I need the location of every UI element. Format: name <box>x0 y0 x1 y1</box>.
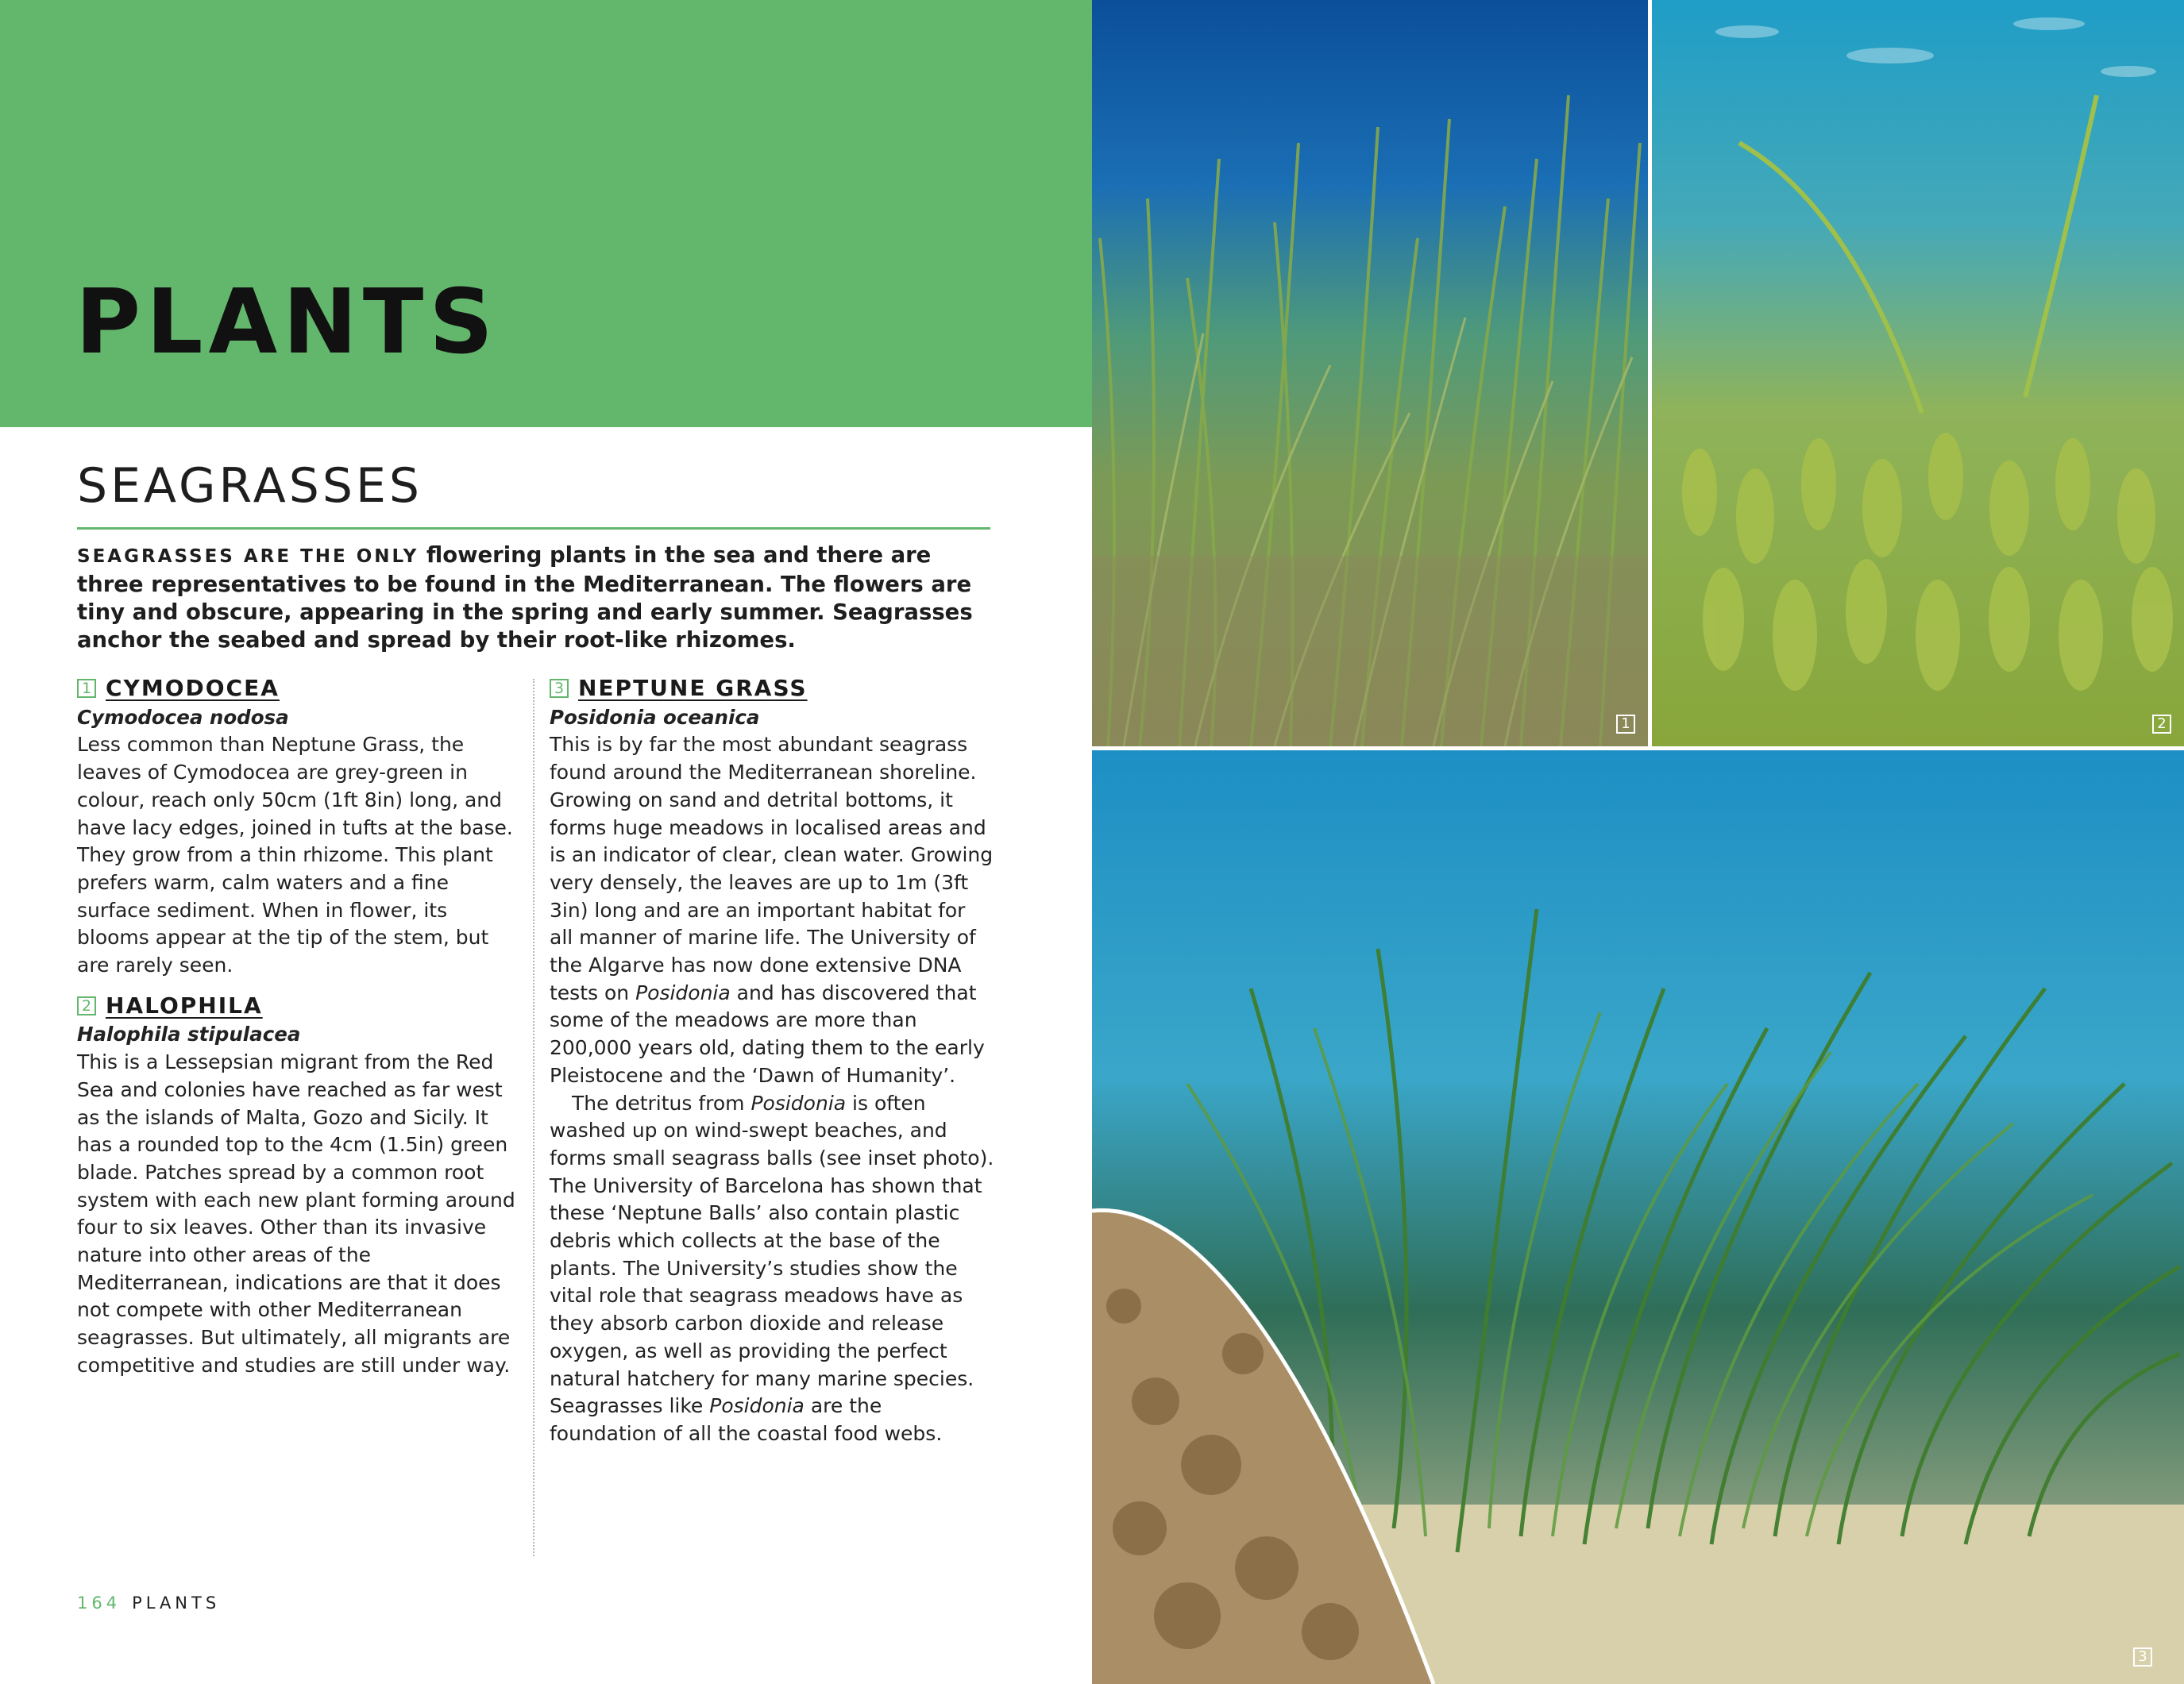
entry-scientific-name: Posidonia oceanica <box>550 705 760 729</box>
right-column <box>550 675 994 1448</box>
intro-lead: SEAGRASSES ARE THE ONLY <box>77 546 419 567</box>
chapter-header-band <box>0 0 1092 427</box>
photo-cymodocea-image <box>1092 0 1648 746</box>
entry-heading <box>550 675 994 703</box>
chapter-title: PLANTS <box>75 271 499 374</box>
entry-description: This is a Lessepsian migrant from the Red Sea and colonies have reached as far west as the islands of Malta, Gozo and Sicily. It has a rounded top to the 4cm (1.5in) green blade. Patches spread by a common root system with each new plant forming around four to six leaves. Other than its invasive nature into other areas of the Mediterranean, indications are that it does not compete with other Mediterranean seagrasses. But ultimately, all migrants are competitive and studies are still under way. <box>77 1050 515 1377</box>
entry-number-badge: 2 <box>77 996 96 1015</box>
right-page <box>1092 0 2184 1684</box>
intro-paragraph <box>77 541 998 654</box>
entry-number-badge: 3 <box>550 679 569 698</box>
photo-badge-2: 2 <box>2152 715 2171 734</box>
entry-description: Less common than Neptune Grass, the leaves of Cymodocea are grey-green in colour, reach only 50cm (1ft 8in) long, and have lacy edges, joined in tufts at the base. They grow from a thin rhizome. This plant prefers warm, calm waters and a fine surface sediment. When in flower, its blooms appear at the tip of the stem, but are rarely seen. <box>77 733 513 977</box>
entry-heading <box>77 675 522 703</box>
entry-scientific-name: Cymodocea nodosa <box>77 705 289 729</box>
photo-neptune-grass <box>1092 750 2184 1684</box>
entry-halophila <box>77 992 522 1380</box>
entry-title: CYMODOCEA <box>106 675 280 701</box>
photo-halophila <box>1652 0 2184 746</box>
entry-heading <box>77 992 522 1020</box>
entry-title: HALOPHILA <box>106 992 263 1019</box>
entry-scientific-name: Halophila stipulacea <box>77 1023 301 1046</box>
photo-badge-3: 3 <box>2133 1647 2152 1667</box>
entry-title: NEPTUNE GRASS <box>578 675 808 701</box>
left-column <box>77 675 522 1380</box>
entry-neptune-grass <box>550 675 994 1448</box>
entry-cymodocea <box>77 675 522 980</box>
page-number: 164 <box>77 1593 122 1613</box>
entry-number-badge: 1 <box>77 679 96 698</box>
entry-description-continued: The detritus from Posidonia is often washed up on wind-swept beaches, and forms small seagrass balls (see inset photo). The University of Barcelona has shown that these ‘Neptune Balls’ also contain plastic debris which collects at the base of the plants. The University’s studies show the vital role that seagrass meadows have as they absorb carbon dioxide and release oxygen, as well as providing the perfect natural hatchery for many marine species. Seagrasses like Posidonia are the foundation of all the coastal food webs. <box>550 1091 994 1445</box>
photo-cymodocea <box>1092 0 1648 746</box>
photo-badge-1: 1 <box>1616 715 1635 734</box>
footer-label: PLANTS <box>132 1593 221 1613</box>
entry-description: This is by far the most abundant seagrass found around the Mediterranean shoreline. Growing on sand and detrital bottoms, it forms huge meadows in localised areas and is an indicator of clear, clean water. Growing very densely, the leaves are up to 1m (3ft 3in) long and are an important habitat for all manner of marine life. The University of the Algarve has now done extensive DNA tests on Posidonia and has discovered that some of the meadows are more than 200,000 years old, dating them to the early Pleistocene and the ‘Dawn of Humanity’. <box>550 733 994 1087</box>
intro-text: flowering plants in the sea and there are three representatives to be found in the Mediterranean. The flowers are tiny and obscure, appearing in the spring and early summer. Seagrasses anchor the seabed and spread by their root-like rhizomes. <box>77 542 973 653</box>
column-divider <box>533 679 534 1556</box>
photo-neptune-grass-image <box>1092 750 2184 1684</box>
section-title: SEAGRASSES <box>77 458 423 514</box>
section-divider <box>77 527 990 530</box>
page-footer <box>77 1593 220 1613</box>
photo-halophila-image <box>1652 0 2184 746</box>
